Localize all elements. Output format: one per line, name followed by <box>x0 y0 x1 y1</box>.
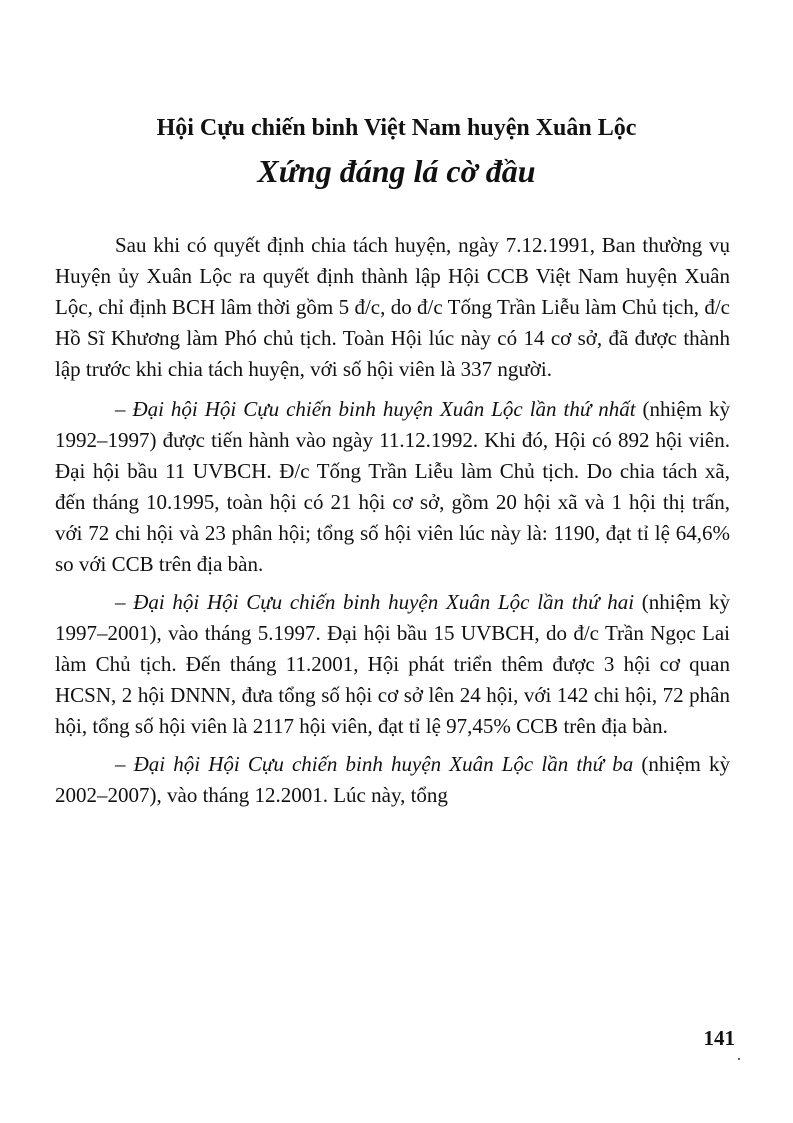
paragraph-congress-3 <box>55 749 730 811</box>
paragraph-congress-1 <box>55 394 730 580</box>
paragraph-text: (nhiệm kỳ 1992–1997) được tiến hành vào ngày 11.12.1992. Khi đó, Hội có 892 hội viên. Đại hội bầu 11 UVBCH. Đ/c Tống Trần Liễu làm Chủ tịch. Do chia tách xã, đến tháng 10.1995, toàn hội có 21 hội cơ sở, gồm 20 hội xã và 1 hội thị trấn, với 72 chi hội và 23 phân hội; tổng số hội viên lúc này là: 1190, đạt tỉ lệ 64,6% so với CCB trên địa bàn. <box>55 397 731 576</box>
paragraph-lead: Đại hội Hội Cựu chiến binh huyện Xuân Lộc lần thứ ba <box>133 752 634 776</box>
paragraph-text: (nhiệm kỳ 1997–2001), vào tháng 5.1997. Đại hội bầu 15 UVBCH, do đ/c Trần Ngọc Lai làm Chủ tịch. Đến tháng 11.2001, Hội phát triển thêm được 3 hội cơ quan HCSN, 2 hội DNNN, đưa tổng số hội cơ sở lên 24 hội, với 142 chi hội, 72 phân hội, tổng số hội viên là 2117 hội viên, đạt tỉ lệ 97,45% CCB trên địa bàn. <box>55 590 731 738</box>
paragraph-lead: Đại hội Hội Cựu chiến binh huyện Xuân Lộc lần thứ hai <box>133 590 635 614</box>
paragraph-text: Sau khi có quyết định chia tách huyện, ngày 7.12.1991, Ban thường vụ Huyện ủy Xuân Lộc ra quyết định thành lập Hội CCB Việt Nam huyện Xuân Lộc, chỉ định BCH lâm thời gồm 5 đ/c, do đ/c Tống Trần Liễu làm Chủ tịch, đ/c Hồ Sĩ Khương làm Phó chủ tịch. Toàn Hội lúc này có 14 cơ sở, đã được thành lập trước khi chia tách huyện, với số hội viên là 337 người. <box>55 233 730 381</box>
page-title: Hội Cựu chiến binh Việt Nam huyện Xuân Lộc <box>156 115 637 141</box>
page-number: 141 <box>703 1026 735 1050</box>
paragraph-dash: – <box>115 752 134 776</box>
page-subtitle: Xứng đáng lá cờ đầu <box>257 153 536 189</box>
paragraph-congress-2 <box>55 587 730 742</box>
paragraph-dash: – <box>115 397 133 421</box>
paragraph-lead: Đại hội Hội Cựu chiến binh huyện Xuân Lộc lần thứ nhất <box>132 397 636 421</box>
paragraph-dash: – <box>115 590 134 614</box>
paragraph-intro <box>55 230 730 385</box>
print-speck <box>738 1058 740 1060</box>
paragraph-text: (nhiệm kỳ 2002–2007), vào tháng 12.2001. Lúc này, tổng <box>55 752 731 807</box>
article-body <box>55 230 730 818</box>
